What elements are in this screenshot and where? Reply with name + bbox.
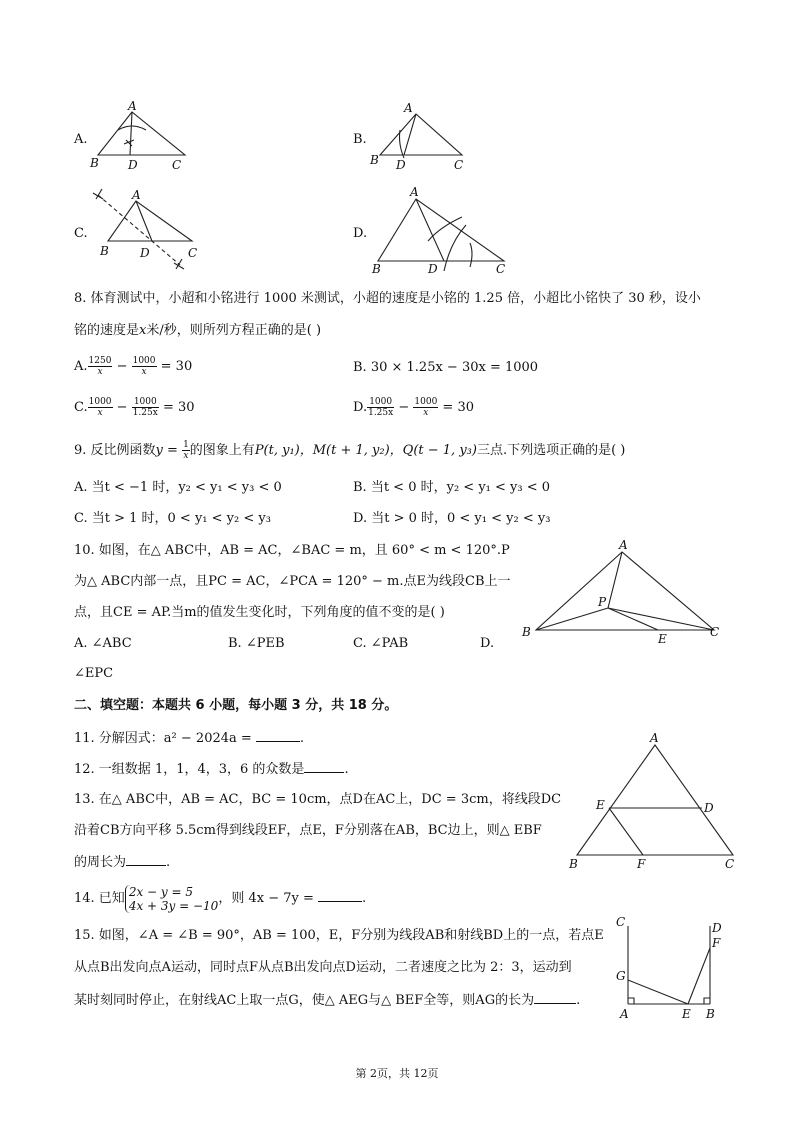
q7d-point-d: D <box>428 262 438 276</box>
q12: 12. 一组数据 1，1，4，3，6 的众数是 . <box>74 762 349 777</box>
q10-triangle <box>536 552 714 630</box>
q13-figure <box>565 733 745 873</box>
q7-option-d-figure <box>370 183 515 278</box>
q8-option-b: B. 30 × 1.25x − 30x = 1000 <box>353 360 539 375</box>
q12-answer-blank[interactable] <box>304 761 344 773</box>
q15-line1: 15. 如图，∠A = ∠B = 90°，AB = 100，E，F分别为线段AB和射线BD上的一点，若点E <box>74 928 604 943</box>
q10-line1: 10. 如图，在△ ABC中，AB = AC，∠BAC = m，且 60° < m < 120°.P <box>74 543 510 558</box>
q13-point-c: C <box>725 857 735 871</box>
q13-answer-blank[interactable] <box>126 854 166 866</box>
q7a-point-d: D <box>128 158 138 172</box>
q10-option-b: B. ∠PEB <box>228 636 285 651</box>
q10-point-e: E <box>658 632 667 646</box>
q13-point-e: E <box>596 798 605 812</box>
q10-line2: 为△ ABC内部一点，且PC = AC，∠PCA = 120° − m.点E为线段CB上一 <box>74 574 511 589</box>
q9-option-d: D. 当t > 0 时，0 < y₁ < y₂ < y₃ <box>353 511 551 526</box>
q15-figure <box>610 912 730 1022</box>
q7-option-b-label: B. <box>353 132 367 147</box>
q10-option-d-cont: ∠EPC <box>74 666 114 681</box>
q7a-triangle <box>98 112 185 155</box>
q7c-bisector <box>98 195 180 265</box>
q13-point-a: A <box>650 731 659 745</box>
q8-option-d: D. $\frac{1000}{1.25x}$ − $\frac{1000}{x}$ = 30 <box>353 397 474 418</box>
q10-point-c: C <box>710 625 720 639</box>
q9-option-a: A. 当t < −1 时，y₂ < y₁ < y₃ < 0 <box>74 480 282 495</box>
q15-segment-ef <box>688 948 710 1004</box>
q7b-point-a: A <box>404 101 413 115</box>
q7-option-c-label: C. <box>74 226 88 241</box>
q7b-arc <box>400 130 405 158</box>
q10-option-a: A. ∠ABC <box>74 636 132 651</box>
q8-stem-line2: 铭的速度是x米/秒，则所列方程正确的是( ) <box>74 323 322 338</box>
q13-point-b: B <box>569 857 578 871</box>
q7a-point-b: B <box>90 156 99 170</box>
q10-segment-pe <box>608 608 658 630</box>
q14-answer-blank[interactable] <box>318 890 362 902</box>
q7d-point-a: A <box>410 185 419 199</box>
q10-point-p: P <box>598 595 607 609</box>
q7-option-d-label: D. <box>353 226 368 241</box>
q15-point-c: C <box>616 915 626 929</box>
page-footer: 第 2页，共 12页 <box>355 1067 439 1080</box>
q15-point-d: D <box>712 921 722 935</box>
q11: 11. 分解因式：a² − 2024a = . <box>74 731 305 746</box>
q15-point-a: A <box>620 1007 629 1021</box>
q10-point-a: A <box>619 538 628 552</box>
q10-point-b: B <box>522 625 531 639</box>
q7-option-a-figure <box>90 100 200 175</box>
q13-point-f: F <box>637 857 646 871</box>
q7-option-c-figure <box>90 185 210 275</box>
q8-option-a: A. $\frac{1250}{x}$ − $\frac{1000}{x}$ = 30 <box>74 356 193 377</box>
q7d-triangle <box>378 199 504 261</box>
q9-option-c: C. 当t > 1 时，0 < y₁ < y₂ < y₃ <box>74 511 271 526</box>
q15-line3: 某时刻同时停止，在射线AC上取一点G，使△ AEG与△ BEF全等，则AG的长为 . <box>74 993 581 1008</box>
q7b-triangle <box>380 114 462 155</box>
q10-figure <box>518 540 728 645</box>
q7a-cross <box>124 140 134 146</box>
section-2-heading: 二、填空题：本题共 6 小题，每小题 3 分，共 18 分。 <box>74 698 398 713</box>
q15-point-b: B <box>706 1007 715 1021</box>
q7a-point-c: C <box>172 158 182 172</box>
q11-answer-blank[interactable] <box>256 730 300 742</box>
q7d-arc-3 <box>470 243 472 267</box>
q13-line3: 的周长为 . <box>74 855 171 870</box>
q7b-point-b: B <box>370 153 379 167</box>
q13-segment-ef <box>609 808 643 855</box>
q7a-segment-ad <box>130 112 132 155</box>
q9-option-b: B. 当t < 0 时，y₂ < y₁ < y₃ < 0 <box>353 480 551 495</box>
q10-segment-pc <box>608 608 714 630</box>
q15-right-angle-a <box>628 998 634 1004</box>
q13-point-d: D <box>704 801 714 815</box>
q13-line2: 沿着CB方向平移 5.5cm得到线段EF，点E，F分别落在AB，BC边上，则△ EBF <box>74 823 542 838</box>
q7a-point-a: A <box>128 99 137 113</box>
q7a-arc <box>118 126 146 130</box>
q7b-point-c: C <box>454 158 464 172</box>
q8-stem-line1: 8. 体育测试中，小超和小铭进行 1000 米测试，小超的速度是小铭的 1.25 倍，小超比小铭快了 30 秒，设小 <box>74 291 701 306</box>
q10-option-d: D. <box>480 636 495 651</box>
q10-segment-ap <box>608 552 622 608</box>
q7c-point-b: B <box>100 244 109 258</box>
q15-right-angle-b <box>704 998 710 1004</box>
q15-segment-ge <box>628 980 688 1004</box>
q7b-point-d: D <box>396 158 406 172</box>
q7c-point-c: C <box>188 246 198 260</box>
q7-option-a-label: A. <box>74 132 88 147</box>
q15-answer-blank[interactable] <box>534 992 576 1004</box>
q7-option-b-figure <box>370 100 480 175</box>
q10-option-c: C. ∠PAB <box>353 636 409 651</box>
q7d-point-c: C <box>496 262 506 276</box>
q15-point-e: E <box>682 1007 691 1021</box>
q10-segment-bp <box>536 608 608 630</box>
q14: 14. 已知 2x − y = 5 4x + 3y = −10 ，则 4x − 7y = . <box>74 884 367 913</box>
q13-line1: 13. 在△ ABC中，AB = AC，BC = 10cm，点D在AC上，DC = 3cm，将线段DC <box>74 792 562 807</box>
q15-line2: 从点B出发向点A运动，同时点F从点B出发向点D运动，二者速度之比为 2：3，运动到 <box>74 960 572 975</box>
q8-option-c: C. $\frac{1000}{x}$ − $\frac{1000}{1.25x}$ = 30 <box>74 397 195 418</box>
q15-point-f: F <box>712 936 721 950</box>
q10-line3: 点，且CE = AP.当m的值发生变化时，下列角度的值不变的是( ) <box>74 605 445 620</box>
q7c-point-a: A <box>132 188 141 202</box>
q9-stem: 9. 反比例函数y = $\frac{1}{x}$ 的图象上有P(t, y₁)，M(t + 1, y₂)，Q(t − 1, y₃)三点.下列选项正确的是( ) <box>74 440 626 461</box>
q7c-point-d: D <box>140 246 150 260</box>
q7d-point-b: B <box>372 262 381 276</box>
q15-point-g: G <box>616 969 626 983</box>
